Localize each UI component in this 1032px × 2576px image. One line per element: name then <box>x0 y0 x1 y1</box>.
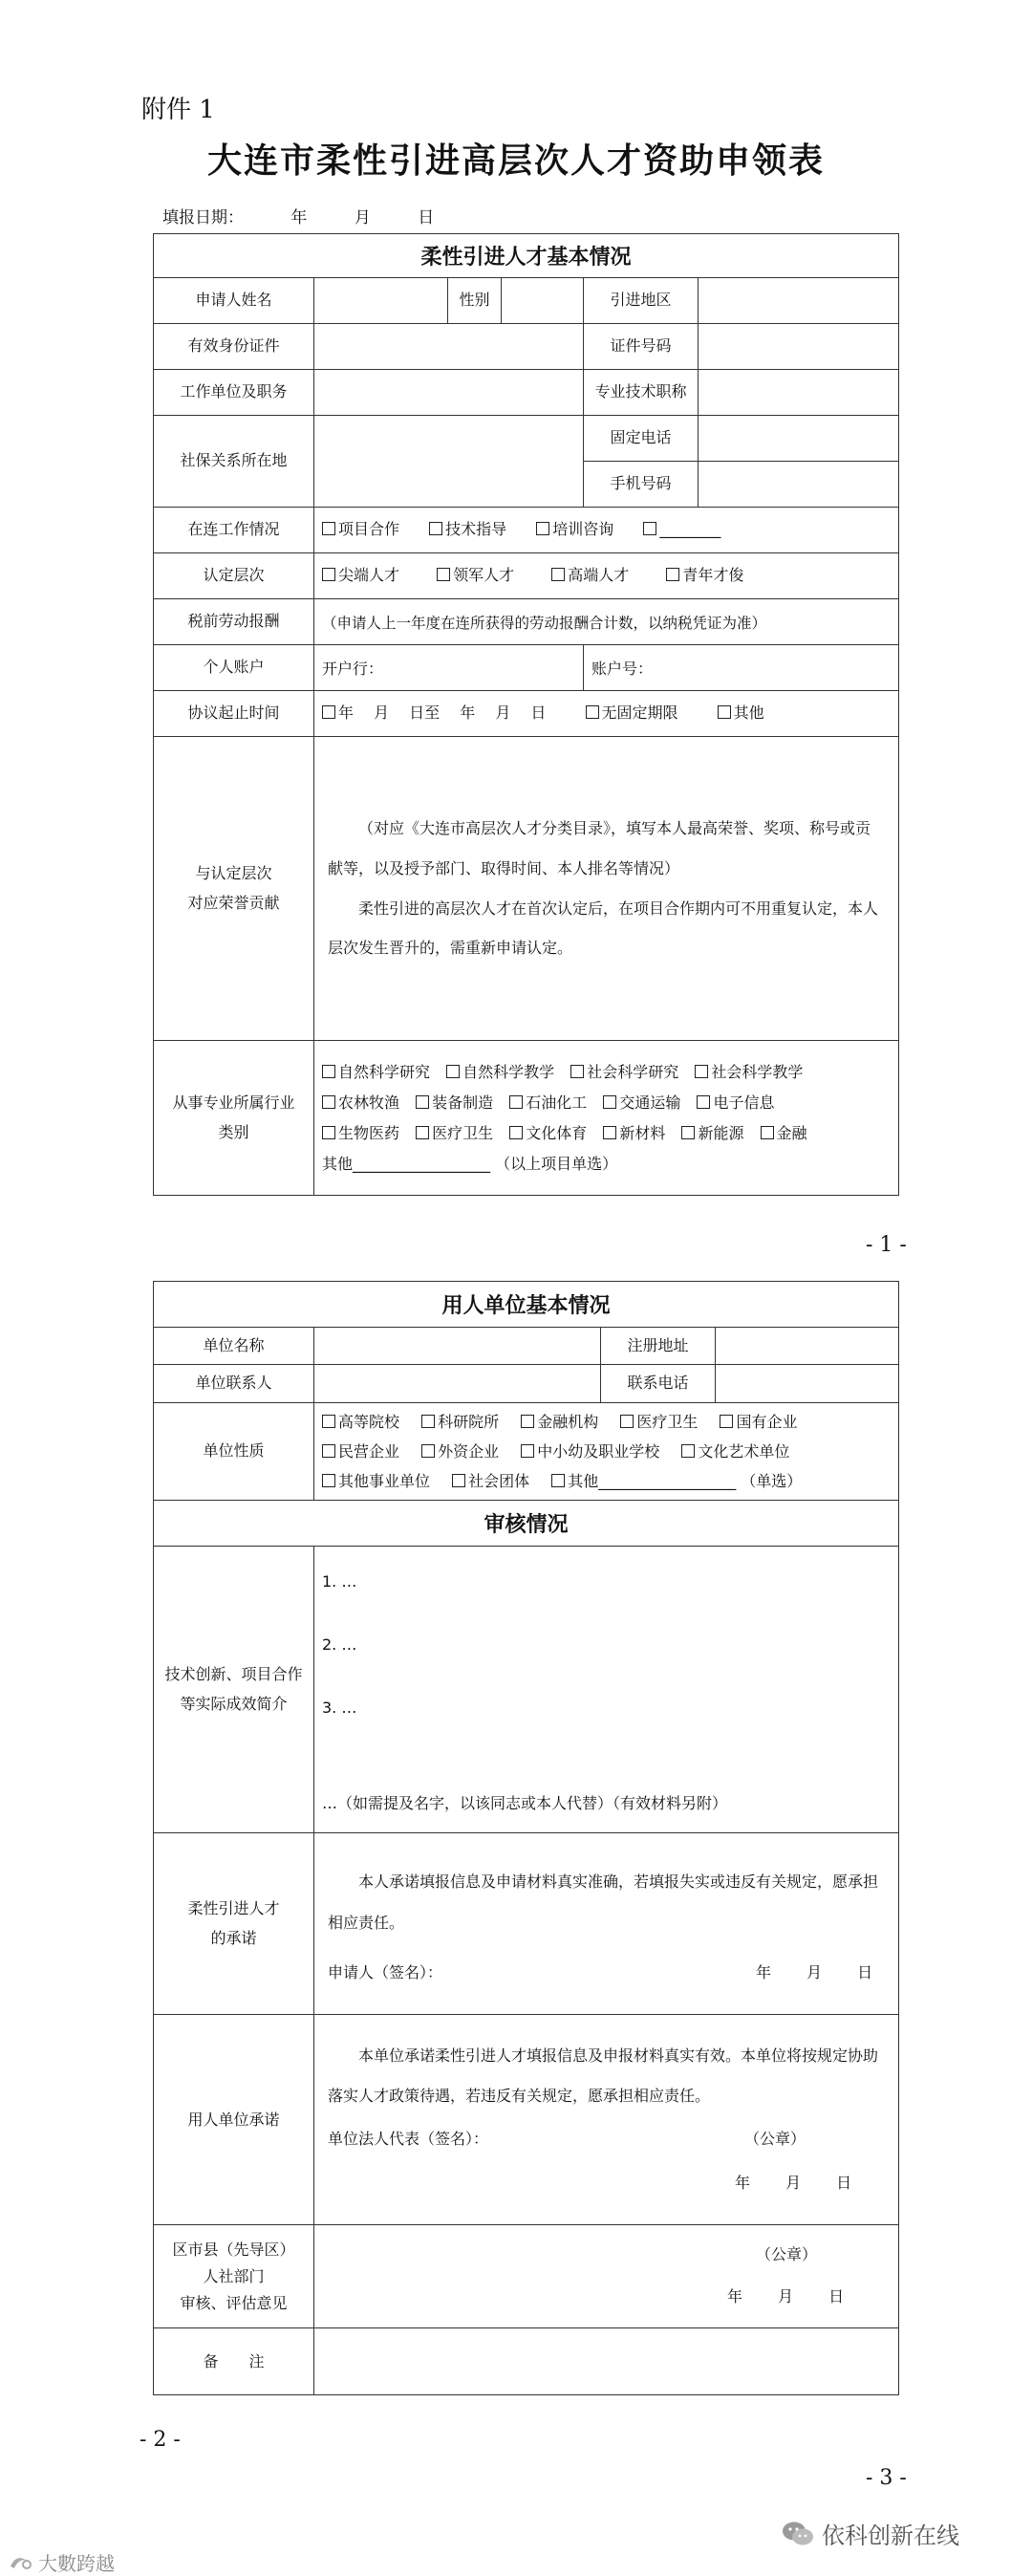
talent-sign-row <box>322 1960 891 1987</box>
label-mobile: 手机号码 <box>584 462 699 508</box>
field-applicant-name[interactable] <box>314 278 448 324</box>
attachment-label: 附件 1 <box>141 96 215 124</box>
applicant-sign-label: 申请人（签名）： <box>328 1963 443 1982</box>
label-unit-name: 单位名称 <box>154 1328 314 1365</box>
label-district-review <box>154 2225 314 2328</box>
achievement-item-3: 3. … <box>322 1699 357 1718</box>
checkbox-social-group[interactable]: 社会团体 <box>452 1466 529 1496</box>
label-honor <box>154 737 314 1041</box>
field-unit-name[interactable] <box>314 1328 601 1365</box>
achievement-content[interactable] <box>314 1547 899 1833</box>
field-landline[interactable] <box>699 416 899 462</box>
field-contact-phone[interactable] <box>716 1365 899 1402</box>
label-gender: 性别 <box>448 278 502 324</box>
legal-rep-sign-label: 单位法人代表（签名）： <box>328 2130 489 2149</box>
section-title-talent: 柔性引进人才基本情况 <box>154 234 899 278</box>
district-label-line1: 区市县（先导区） <box>172 2240 295 2259</box>
label-unit-type: 单位性质 <box>154 1402 314 1501</box>
employer-promise-content[interactable] <box>314 2015 899 2225</box>
label-landline: 固定电话 <box>584 416 699 462</box>
checkbox-financial-institution[interactable]: 金融机构 <box>521 1407 598 1437</box>
checkbox-agreement-other[interactable]: 其他 <box>718 699 764 727</box>
wechat-icon <box>782 2521 814 2547</box>
checkbox-equipment[interactable]: 装备制造 <box>416 1088 493 1118</box>
checkbox-culture-art[interactable]: 文化艺术单位 <box>681 1437 789 1466</box>
checkbox-university[interactable]: 高等院校 <box>322 1407 399 1437</box>
label-id-number: 证件号码 <box>584 324 699 370</box>
agreement-options <box>314 691 899 737</box>
checkbox-foreign[interactable]: 外资企业 <box>421 1437 499 1466</box>
unit-type-options <box>314 1402 899 1501</box>
district-review-content[interactable] <box>314 2225 899 2328</box>
district-sign-date: 年 月 日 <box>727 2286 845 2305</box>
label-employer-promise: 用人单位承诺 <box>154 2015 314 2225</box>
label-social-security: 社保关系所在地 <box>154 416 314 508</box>
checkbox-project-cooperation[interactable]: 项目合作 <box>322 515 399 544</box>
label-applicant-name: 申请人姓名 <box>154 278 314 324</box>
checkbox-social-science-research[interactable]: 社会科学研究 <box>570 1057 678 1088</box>
label-work-status: 在连工作情况 <box>154 508 314 553</box>
checkbox-tech-guidance[interactable]: 技术指导 <box>429 515 506 544</box>
bank-label[interactable]: 开户行： <box>314 645 584 691</box>
label-origin-region: 引进地区 <box>584 278 699 324</box>
fill-date-day: 日 <box>418 208 435 227</box>
field-gender[interactable] <box>502 278 584 324</box>
label-agreement: 协议起止时间 <box>154 691 314 737</box>
checkbox-state-owned[interactable]: 国有企业 <box>720 1407 797 1437</box>
corner-logo <box>8 2548 115 2576</box>
field-id-number[interactable] <box>699 324 899 370</box>
checkbox-biomedicine[interactable]: 生物医药 <box>322 1118 399 1149</box>
checkbox-agriculture[interactable]: 农林牧渔 <box>322 1088 399 1118</box>
page-number-3: - 3 - <box>866 2466 907 2490</box>
field-remarks[interactable] <box>314 2328 899 2395</box>
honor-label-line2: 对应荣誉贡献 <box>187 893 280 912</box>
salary-note[interactable]: （申请人上一年度在连所获得的劳动报酬合计数，以纳税凭证为准） <box>314 599 899 645</box>
corner-logo-icon <box>8 2553 32 2572</box>
talent-promise-line2: 的承诺 <box>210 1928 257 1947</box>
label-achievement: 技术创新、项目合作等实际成效简介 <box>154 1547 314 1833</box>
work-status-options <box>314 508 899 553</box>
label-talent-promise <box>154 1833 314 2015</box>
watermark-text: 依科创新在线 <box>822 2522 959 2549</box>
field-tech-title[interactable] <box>699 370 899 416</box>
talent-promise-line1: 柔性引进人才 <box>187 1899 280 1918</box>
honor-content[interactable] <box>314 737 899 1041</box>
corner-logo-text: 大數跨越 <box>38 2552 115 2575</box>
form-title: 大连市柔性引进高层次人才资助申领表 <box>206 141 825 181</box>
district-sign-area <box>322 2231 891 2323</box>
level-options <box>314 553 899 599</box>
label-id-document: 有效身份证件 <box>154 324 314 370</box>
account-number-label[interactable]: 账户号： <box>584 645 899 691</box>
checkbox-leading-talent[interactable]: 领军人才 <box>437 561 514 590</box>
field-reg-address[interactable] <box>716 1328 899 1365</box>
talent-promise-text: 本人承诺填报信息及申请材料真实准确，若填报失实或违反有关规定，愿承担相应责任。 <box>328 1872 879 1932</box>
industry-label-line1: 从事专业所属行业 <box>172 1093 295 1113</box>
achievement-note: …（如需提及名字，以该同志或本人代替）（有效材料另附） <box>322 1794 728 1813</box>
fill-date-year: 年 <box>290 208 308 227</box>
checkbox-culture-sports[interactable]: 文化体育 <box>509 1118 587 1149</box>
field-origin-region[interactable] <box>699 278 899 324</box>
label-unit-contact: 单位联系人 <box>154 1365 314 1402</box>
checkbox-healthcare[interactable]: 医疗卫生 <box>620 1407 698 1437</box>
checkbox-social-science-teaching[interactable]: 社会科学教学 <box>695 1057 803 1088</box>
employer-promise-text: 本单位承诺柔性引进人才填报信息及申报材料真实有效。本单位将按规定协助落实人才政策待遇，若违反有关规定，愿承担相应责任。 <box>328 2046 879 2105</box>
checkbox-natural-science-teaching[interactable]: 自然科学教学 <box>446 1057 554 1088</box>
checkbox-research-institute[interactable]: 科研院所 <box>421 1407 499 1437</box>
fill-date-month: 月 <box>354 208 371 227</box>
checkbox-new-energy[interactable]: 新能源 <box>681 1118 743 1149</box>
label-reg-address: 注册地址 <box>601 1328 716 1365</box>
label-employer-position: 工作单位及职务 <box>154 370 314 416</box>
label-contact-phone: 联系电话 <box>601 1365 716 1402</box>
checkbox-no-fixed-term[interactable]: 无固定期限 <box>586 699 678 727</box>
checkbox-training-consulting[interactable]: 培训咨询 <box>536 515 613 544</box>
employer-and-review-table <box>153 1281 899 2395</box>
talent-basic-info-table <box>153 233 899 1196</box>
industry-options <box>314 1041 899 1196</box>
employer-sign-area <box>322 2115 891 2203</box>
field-id-document[interactable] <box>314 324 584 370</box>
field-social-security[interactable] <box>314 416 584 508</box>
checkbox-medical[interactable]: 医疗卫生 <box>416 1118 493 1149</box>
checkbox-young-talent[interactable]: 青年才俊 <box>666 561 743 590</box>
label-industry <box>154 1041 314 1196</box>
achievement-item-2: 2. … <box>322 1635 357 1655</box>
district-seal: （公章） <box>756 2244 818 2263</box>
label-salary: 税前劳动报酬 <box>154 599 314 645</box>
honor-rule: 柔性引进的高层次人才在首次认定后，在项目合作期内可不用重复认定，本人层次发生晋升的，需重新申请认定。 <box>328 898 879 958</box>
label-remarks: 备 注 <box>154 2328 314 2395</box>
label-level: 认定层次 <box>154 553 314 599</box>
section-title-employer: 用人单位基本情况 <box>154 1282 899 1328</box>
checkbox-private[interactable]: 民营企业 <box>322 1437 399 1466</box>
unit-type-other[interactable]: 其他__________________ （单选） <box>551 1472 802 1490</box>
page-number-1: - 1 - <box>866 1233 907 1257</box>
achievement-item-1: 1. … <box>322 1572 357 1591</box>
district-label-line3: 审核、评估意见 <box>180 2293 288 2312</box>
checkbox-new-materials[interactable]: 新材料 <box>603 1118 665 1149</box>
employer-sign-date: 年 月 日 <box>735 2174 852 2193</box>
fill-date-label: 填报日期： <box>162 208 244 227</box>
field-employer-position[interactable] <box>314 370 584 416</box>
honor-label-line1: 与认定层次 <box>195 864 272 883</box>
industry-other[interactable]: 其他__________________ （以上项目单选） <box>322 1154 618 1173</box>
fill-date <box>162 204 476 227</box>
employer-seal: （公章） <box>744 2130 806 2149</box>
industry-label-line2: 类别 <box>218 1122 249 1141</box>
talent-promise-content[interactable] <box>314 1833 899 2015</box>
field-unit-contact[interactable] <box>314 1365 601 1402</box>
page-number-2: - 2 - <box>140 2428 181 2452</box>
field-mobile[interactable] <box>699 462 899 508</box>
checkbox-finance[interactable]: 金融 <box>761 1118 807 1149</box>
district-label-line2: 人社部门 <box>203 2266 265 2285</box>
watermark <box>782 2517 959 2550</box>
checkbox-petrochemical[interactable]: 石油化工 <box>509 1088 587 1118</box>
honor-instruction: （对应《大连市高层次人才分类目录》，填写本人最高荣誉、奖项、称号或贡献等，以及授予部门、取得时间、本人排名等情况） <box>328 819 871 877</box>
checkbox-high-end-talent[interactable]: 高端人才 <box>551 561 629 590</box>
checkbox-work-status-other[interactable]: ________ <box>643 515 720 544</box>
checkbox-agreement-period[interactable]: 年 月 日至 年 月 日 <box>322 699 546 727</box>
applicant-sign-date: 年 月 日 <box>756 1963 873 1982</box>
checkbox-transport[interactable]: 交通运输 <box>603 1088 680 1118</box>
label-tech-title: 专业技术职称 <box>584 370 699 416</box>
checkbox-natural-science-research[interactable]: 自然科学研究 <box>322 1057 430 1088</box>
checkbox-electronics[interactable]: 电子信息 <box>697 1088 774 1118</box>
label-account: 个人账户 <box>154 645 314 691</box>
checkbox-top-talent[interactable]: 尖端人才 <box>322 561 399 590</box>
checkbox-other-institution[interactable]: 其他事业单位 <box>322 1466 430 1496</box>
checkbox-schools[interactable]: 中小幼及职业学校 <box>521 1437 659 1466</box>
section-title-review: 审核情况 <box>154 1501 899 1547</box>
